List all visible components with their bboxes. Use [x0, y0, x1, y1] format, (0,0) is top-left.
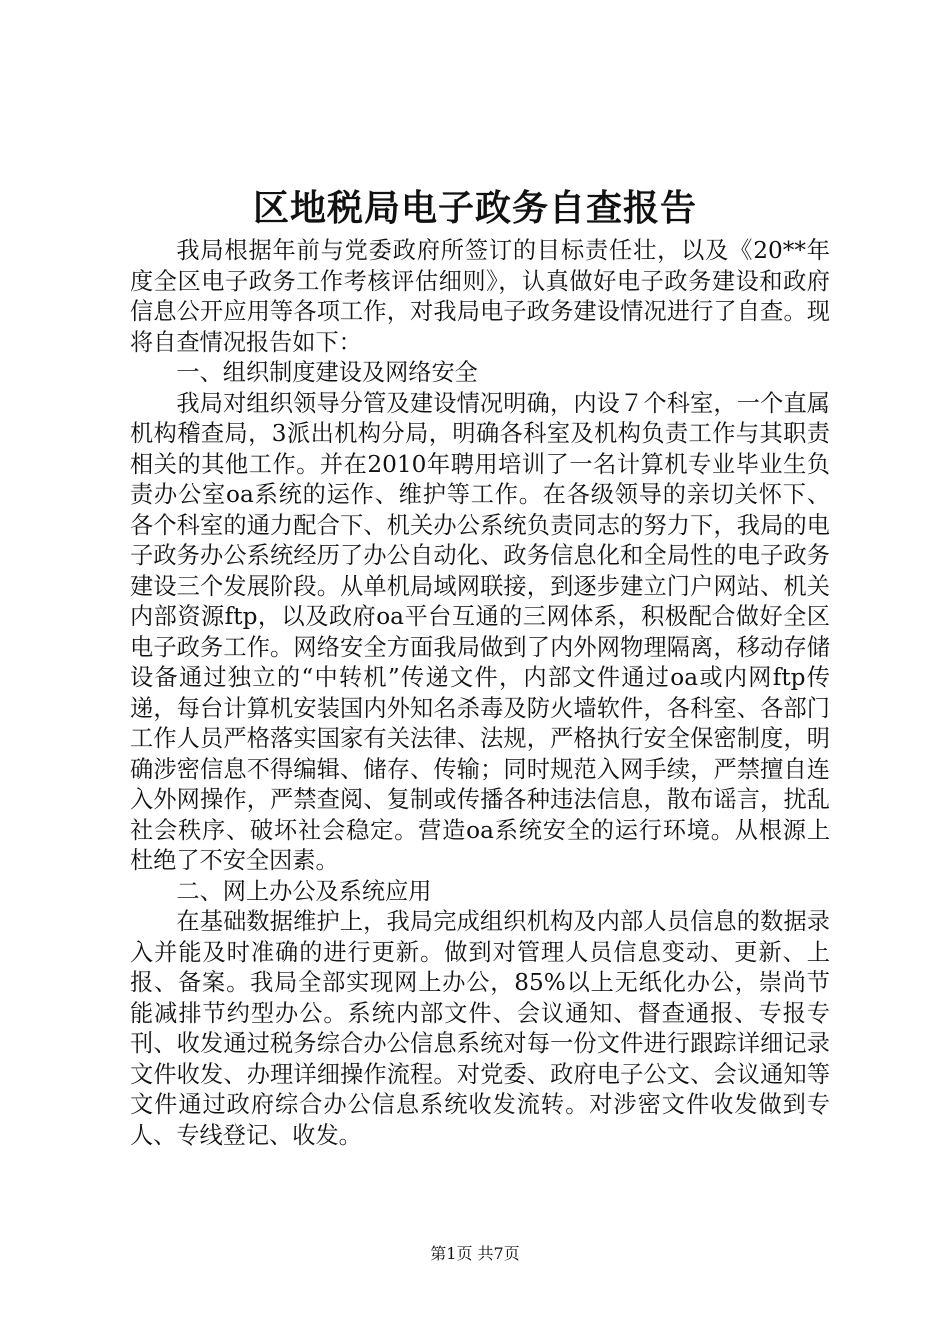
document-title: 区地税局电子政务自查报告 — [252, 187, 697, 229]
page-footer: 第1页 共7页 — [430, 1244, 520, 1263]
section-heading-1: 一、组织制度建设及网络安全 — [176, 359, 478, 386]
section-2-paragraph: 在基础数据维护上，我局完成组织机构及内部人员信息的数据录入并能及时准确的进行更新。做到对管理人员信息变动、更新、上报、备案。我局全部实现网上办公，85%以上无纸化办公，崇尚节能减排节约型办公。系统内部文件、会议通知、督查通报、专报专刊、收发通过税务综合办公信息系统对每一份文件进行跟踪详细记录文件收发、办理详细操作流程。对党委、政府电子公文、会议通知等文件通过政府综合办公信息系统收发流转。对涉密文件收发做到专人、专线登记、收发。 — [130, 908, 830, 1149]
document-body — [130, 236, 830, 1151]
section-1-paragraph: 我局对组织领导分管及建设情况明确，内设７个科室，一个直属机构稽查局，3派出机构分局，明确各科室及机构负责工作与其职责相关的其他工作。并在2010年聘用培训了一名计算机专业毕业生负责办公室oa系统的运作、维护等工作。在各级领导的亲切关怀下、各个科室的通力配合下、机关办公系统负责同志的努力下，我局的电子政务办公系统经历了办公自动化、政务信息化和全局性的电子政务建设三个发展阶段。从单机局域网联接，到逐步建立门户网站、机关内部资源ftp，以及政府oa平台互通的三网体系，积极配合做好全区电子政务工作。网络安全方面我局做到了内外网物理隔离，移动存储设备通过独立的“中转机”传递文件，内部文件通过oa或内网ftp传递，每台计算机安装国内外知名杀毒及防火墙软件，各科室、各部门工作人员严格落实国家有关法律、法规，严格执行安全保密制度，明确涉密信息不得编辑、储存、传输；同时规范入网手续，严禁擅自连入外网操作，严禁查阅、复制或传播各种违法信息，散布谣言，扰乱社会秩序、破坏社会稳定。营造oa系统安全的运行环境。从根源上杜绝了不安全因素。 — [130, 389, 830, 874]
intro-paragraph: 我局根据年前与党委政府所签订的目标责任壮，以及《20**年度全区电子政务工作考核评估细则》，认真做好电子政务建设和政府信息公开应用等各项工作，对我局电子政务建设情况进行了自查。现将自查情况报告如下： — [130, 237, 830, 356]
section-heading-2: 二、网上办公及系统应用 — [176, 877, 432, 905]
